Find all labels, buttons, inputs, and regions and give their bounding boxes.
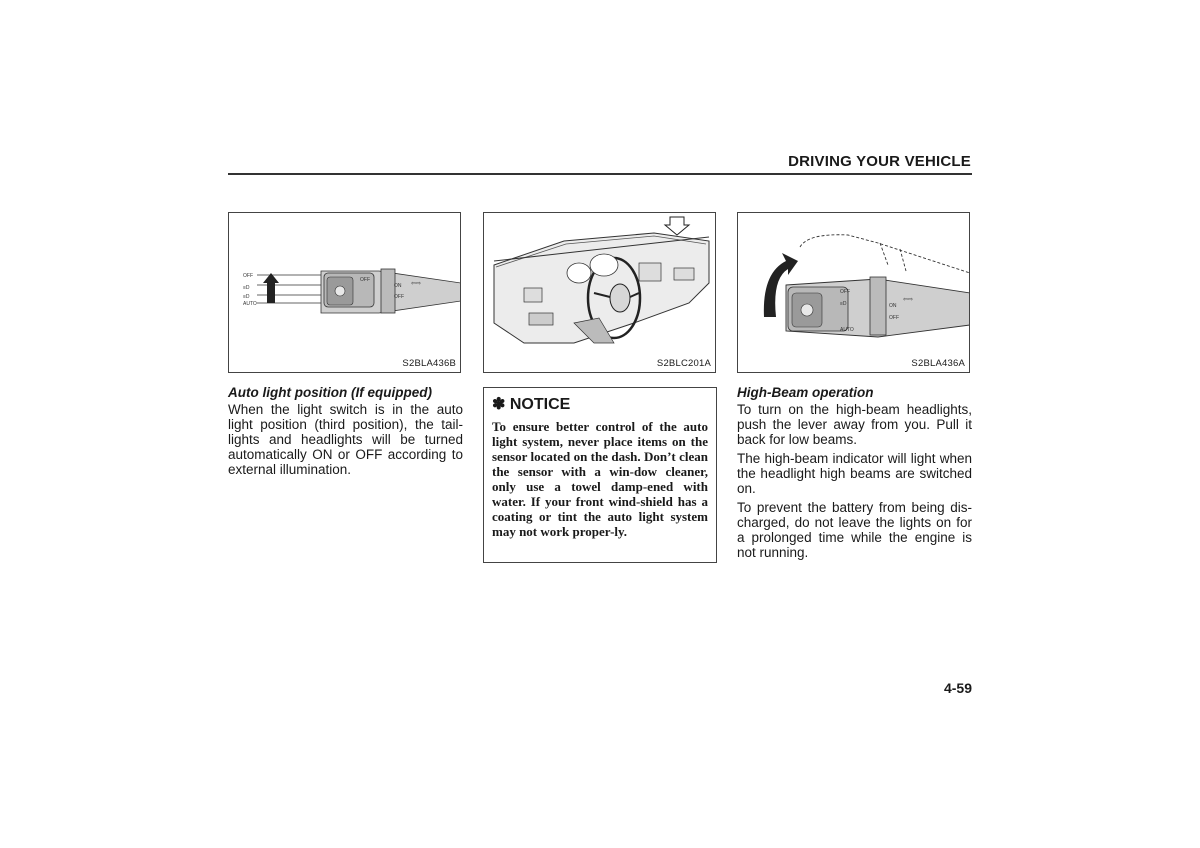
notice-text: To ensure better control of the auto light system, never place items on the sensor located on the dash. Don’t clean the sensor with a win-dow cleaner, only use a towel damp-ened with water. If your front wind-shield has a coating or tint the auto light system may not work proper-ly. <box>492 419 708 539</box>
body-paragraph: When the light switch is in the auto light position (third position), the tail-lights and headlights will be turned automatically ON or OFF according to external illumination. <box>228 402 463 477</box>
page-header-title: DRIVING YOUR VEHICLE <box>788 153 971 170</box>
svg-text:OFF: OFF <box>360 277 370 283</box>
svg-text:≡D: ≡D <box>243 294 250 300</box>
figure-code: S2BLA436B <box>402 358 456 369</box>
label-auto: AUTO <box>840 327 854 333</box>
lever-auto-illustration <box>229 213 461 373</box>
auto-light-section <box>228 385 463 481</box>
figure-code: S2BLC201A <box>656 358 711 369</box>
lever-high-beam-illustration <box>738 213 970 373</box>
svg-text:OFF: OFF <box>394 294 404 300</box>
section-heading: Auto light position (If equipped) <box>228 385 432 400</box>
body-paragraph: The high-beam indicator will light when the headlight high beams are switched on. <box>737 451 972 496</box>
body-paragraph: To prevent the battery from being dis-charged, do not leave the lights on for a prolonged time while the engine is not running. <box>737 500 972 560</box>
high-beam-section <box>737 385 972 564</box>
label-auto: AUTO <box>243 301 257 307</box>
label-off: OFF <box>243 273 253 279</box>
label-on: ON <box>889 303 897 309</box>
figure-code: S2BLA436A <box>911 358 965 369</box>
svg-text:⇦⇨: ⇦⇨ <box>411 281 422 287</box>
page-number: 4-59 <box>943 680 972 696</box>
svg-text:OFF: OFF <box>889 315 899 321</box>
figure-high-beam-lever <box>737 212 970 373</box>
label-on: ON <box>394 283 402 289</box>
figure-auto-light-lever <box>228 212 461 373</box>
label-off: OFF <box>840 289 850 295</box>
notice-title: ✽ NOTICE <box>492 396 571 413</box>
section-heading: High-Beam operation <box>737 385 874 400</box>
svg-text:≡D: ≡D <box>243 285 250 291</box>
svg-text:≡D: ≡D <box>840 301 847 307</box>
svg-text:⇦⇨: ⇦⇨ <box>903 297 914 303</box>
header-divider <box>228 173 972 175</box>
dashboard-illustration <box>484 213 716 373</box>
figure-dashboard-sensor <box>483 212 716 373</box>
notice-box <box>483 387 717 563</box>
body-paragraph: To turn on the high-beam headlights, push the lever away from you. Pull it back for low beams. <box>737 402 972 447</box>
